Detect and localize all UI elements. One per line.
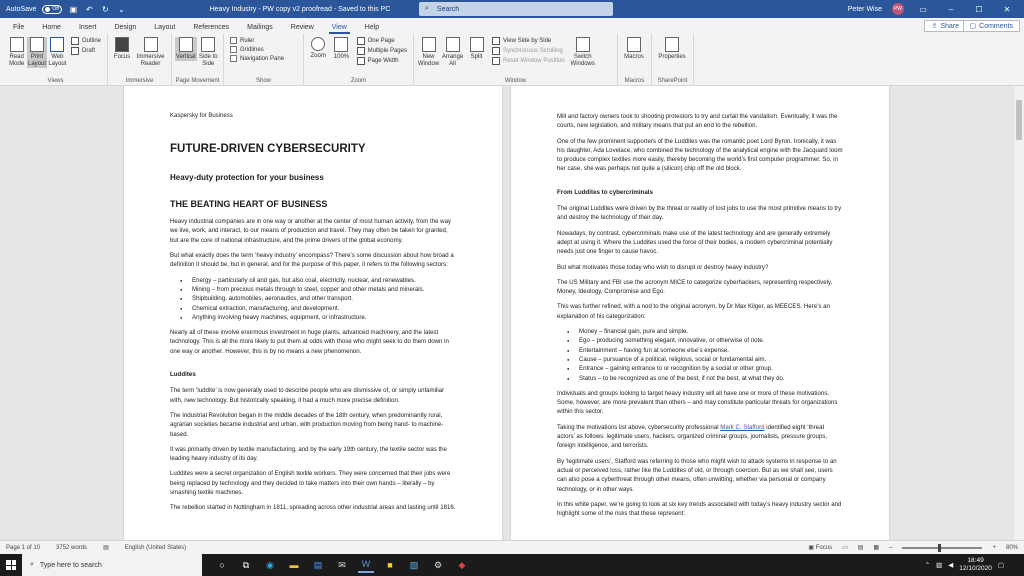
switch-windows-label: Switch Windows (570, 54, 595, 67)
paragraph: Mill and factory owners took to shooting protestors to try and curtail the vandalism. Eventually, it was the courts, new legislation, and military means that put an end to the rebellion. (557, 113, 838, 130)
arrange-all-icon (446, 37, 460, 52)
comment-icon: ▢ (969, 23, 977, 30)
properties-label: Properties (658, 54, 686, 60)
vertical-button[interactable] (175, 37, 197, 61)
sector-list (180, 276, 456, 322)
show-group (224, 34, 304, 86)
document-page-left[interactable] (124, 86, 502, 540)
maximize-icon[interactable]: ☐ (975, 4, 983, 14)
search-icon: ⌕ (425, 5, 429, 12)
paragraph: The term ‘luddite’ is now generally used to describe people who are dismissive of, or simply unfamiliar with, new technology. But historically speaking, it had a much more precise definition. (170, 387, 445, 404)
zoom-slider-knob[interactable] (938, 544, 941, 552)
focus-mode-icon: ▣ (808, 545, 816, 551)
read-mode-button[interactable] (7, 37, 26, 68)
user-name[interactable]: Peter Wise (847, 5, 882, 13)
web-layout-status-icon[interactable]: ▦ (873, 545, 880, 551)
outline-button[interactable] (71, 37, 101, 45)
acrobat-icon[interactable]: ◆ (458, 559, 466, 570)
text-run: Taking the motivations list above, cybersecurity professional (557, 423, 721, 431)
immersive-reader-label: Immersive Reader (136, 54, 165, 67)
print-layout-status-icon[interactable]: ▤ (857, 545, 864, 551)
zoom-label: Zoom (310, 53, 326, 59)
zoom-out-icon[interactable]: – (889, 544, 893, 551)
list-item: ● Anything involving heavy machines, equipment, or infrastructure. (180, 313, 456, 322)
macros-group-label: Macros (624, 78, 645, 84)
views-small-buttons (71, 37, 101, 55)
paragraph: By ‘legitimate users’, Stafford was referring to those who might wish to attack systems in response to an actual or perceived loss, rather like the Luddites of old, or through coercion. But as we shall see, users can also pose a cyberthreat through other means, often unwitting, whether via personal or company technology, or in other ways. (557, 457, 837, 493)
zoom-100-icon (334, 37, 348, 52)
start-button[interactable] (0, 554, 22, 576)
tab-review[interactable]: Review (290, 24, 314, 31)
paragraph: One of the few prominent supporters of the Luddites was the romantic poet Lord Byron. Ironically, it was his daughter, Ada Lovelace, who combined the technology of the analytical engine with the Jacquard loom to produce complex textiles more easily, thereby becoming the world’s first computer programmer. So, in her case, she was perhaps not quite a (silicon) chip off the old block. (557, 137, 843, 173)
list-item: ● Energy – particularly oil and gas, but also coal, electricity, nuclear, and renewables. (180, 276, 456, 285)
stafford-link[interactable]: Mark C. Stafford (720, 423, 765, 431)
list-item: ● Money – financial gain, pure and simple. (567, 327, 843, 336)
paragraph: Heavy industrial companies are in one way or another at the center of most human activity, from the way we live, work, and interact, to our means of production and travel. They may often be taken for granted, but are the core of national infrastructure, and the prime drivers of the global economy. (170, 218, 452, 244)
ribbon (0, 34, 1024, 86)
ribbon-display-options-icon[interactable]: ▭ (919, 4, 927, 14)
macros-group (618, 34, 652, 86)
windows-logo-icon (6, 560, 16, 570)
split-button[interactable] (465, 37, 488, 61)
page-width-button[interactable] (357, 57, 407, 65)
side-to-side-button[interactable] (198, 37, 220, 68)
store-icon[interactable]: ▤ (313, 559, 323, 570)
undo-icon[interactable]: ↶ (86, 4, 93, 14)
views-group-label: Views (47, 78, 64, 84)
toggle-knob (45, 7, 50, 12)
redo-icon[interactable]: ↻ (102, 4, 109, 14)
tab-view[interactable]: View (323, 24, 356, 34)
zoom-in-icon[interactable]: + (992, 544, 996, 551)
sync-scrolling-button[interactable] (492, 47, 565, 55)
customize-toolbar-icon[interactable]: ⌄ (118, 4, 125, 14)
print-layout-button[interactable] (27, 37, 46, 68)
read-mode-label: Read Mode (9, 54, 25, 67)
immersive-group-label: Immersive (125, 78, 154, 84)
one-page-button[interactable] (357, 37, 407, 45)
multiple-pages-label: Multiple Pages (367, 48, 407, 54)
page-left-content (170, 112, 456, 519)
sticky-notes-icon[interactable]: ■ (387, 560, 393, 570)
zoom-slider[interactable] (902, 547, 982, 549)
immersive-group (108, 34, 172, 86)
magnifier-icon (311, 37, 325, 51)
tab-layout[interactable]: Layout (154, 24, 176, 31)
arrange-all-button[interactable] (441, 37, 464, 68)
zoom-group (304, 34, 414, 86)
immersive-reader-icon (144, 37, 158, 52)
list-item: ● Entrance – gaining entrance to or recognition by a social or other group. (567, 364, 843, 373)
notifications-icon[interactable]: ▢ (997, 562, 1004, 569)
new-window-label: New Window (417, 54, 440, 67)
autosave-state: Off (52, 6, 59, 12)
ribbon-tabs (0, 18, 1024, 34)
search-label: Search (436, 5, 460, 13)
cortana-icon[interactable]: ○ (219, 560, 225, 570)
paragraph: The US Military and FBI use the acronym MICE to categorize cyberhackers, representing respectively, Money, Ideology, Compromise and Ego. (557, 278, 833, 296)
document-subtitle: Heavy-duty protection for your business (170, 172, 324, 182)
paragraph (557, 423, 843, 451)
draft-label: Draft (81, 48, 95, 54)
one-page-label: One Page (367, 38, 395, 44)
volume-icon[interactable]: ◀ (948, 562, 954, 569)
navigation-pane-checkbox[interactable] (230, 55, 284, 62)
list-item: ● Shipbuilding, automobiles, aeronautics, and other transport. (180, 294, 456, 303)
window-group-label: Window (504, 78, 527, 84)
taskbar-search-input[interactable] (22, 554, 202, 576)
navigation-pane-label: Navigation Pane (240, 55, 285, 62)
macros-label: Macros (624, 54, 644, 60)
quick-access-toolbar (0, 4, 200, 14)
web-layout-label: Web Layout (48, 54, 67, 67)
clock-date: 12/10/2020 (959, 565, 992, 572)
reset-position-label: Reset Window Position (503, 58, 565, 64)
section-heading: THE BEATING HEART OF BUSINESS (170, 198, 328, 209)
page-count[interactable]: Page 1 of 10 (6, 544, 41, 551)
side-to-side-label: Side to Side (198, 54, 218, 67)
read-mode-status-icon[interactable]: ▭ (842, 545, 848, 551)
tab-help[interactable]: Help (364, 24, 380, 31)
page-width-label: Page Width (367, 58, 399, 64)
read-mode-icon (10, 37, 24, 52)
draft-button[interactable] (71, 47, 101, 55)
focus-mode-label: Focus (815, 545, 833, 551)
web-layout-button[interactable] (48, 37, 67, 68)
clock-time: 18:49 (967, 557, 984, 564)
gridlines-label: Gridlines (240, 46, 264, 53)
page-header: Kaspersky for Business (170, 113, 233, 119)
new-window-icon (422, 37, 436, 52)
focus-mode-button[interactable] (808, 544, 832, 551)
document-title-heading: FUTURE-DRIVEN CYBERSECURITY (170, 143, 366, 156)
view-side-by-side-icon (492, 37, 500, 45)
show-checkboxes (230, 37, 284, 62)
properties-button[interactable] (655, 37, 689, 61)
focus-icon (115, 37, 129, 52)
meeces-list (567, 327, 843, 383)
outline-label: Outline (81, 38, 101, 44)
share-button[interactable] (924, 20, 966, 32)
tab-home[interactable]: Home (42, 24, 61, 31)
paragraph: But what exactly does the term ‘heavy industry’ encompass? There’s some discussion about how broad a definition it should be, but in general, and for the purpose of this paper, it refers to the following sectors: (170, 252, 454, 269)
window-group (414, 34, 618, 86)
paragraph: Nowadays, by contrast, cybercriminals make use of the latest technology and are generally extremely adept at using it. Where the Luddites used the force of their bodies, a modern cybercriminal potentially needs just one finger to cause havoc. (557, 229, 833, 256)
sharepoint-group-label: SharePoint (657, 78, 688, 84)
ruler-checkbox[interactable] (230, 37, 284, 44)
side-to-side-icon (201, 37, 215, 52)
paragraph: Nearly all of these involve enormous investment in huge plants, advanced machinery, and the latest technology. This is all the more likely to put them at odds with those who might seek to do them down in one way or another. However, this is by no means a new phenomenon. (170, 329, 449, 355)
tab-file[interactable]: File (13, 24, 25, 31)
proofing-icon[interactable]: ▤ (103, 545, 109, 551)
focus-label: Focus (113, 54, 131, 60)
focus-button[interactable] (111, 37, 133, 61)
title-bar (0, 0, 1024, 18)
vertical-label: Vertical (175, 54, 196, 60)
minimize-icon[interactable]: – (948, 4, 954, 14)
switch-windows-button[interactable] (568, 37, 598, 68)
mail-icon[interactable]: ✉ (338, 559, 346, 570)
paragraph: Individuals and groups looking to target heavy industry will all have one or more of these motivations. Some, however, are more prevalent than others – and may constitute particular threats for organizations within this sector. (557, 389, 838, 416)
page-right-content (557, 112, 843, 524)
document-title: Heavy Industry - PW copy v2 proofread - Saved to this PC (209, 5, 391, 13)
reset-position-button[interactable] (492, 57, 565, 65)
list-item: ● Ego – producing something elegant, innovative, or otherwise of note. (567, 336, 843, 345)
macros-icon (627, 37, 641, 52)
settings-icon[interactable]: ⚙ (433, 559, 443, 570)
list-item: ● Cause – pursuance of a political, religious, social or fundamental aim. (567, 355, 843, 364)
tab-references[interactable]: References (193, 24, 230, 31)
tab-design[interactable]: Design (114, 24, 137, 31)
navigation-pane-checkbox-box (230, 55, 237, 62)
comments-button[interactable] (963, 20, 1020, 32)
edge-icon[interactable]: ◉ (266, 559, 274, 570)
ruler-label: Ruler (240, 37, 255, 44)
ruler-checkbox-box (230, 37, 237, 44)
tray-overflow-icon[interactable]: ⌃ (924, 562, 931, 569)
subsection-heading: From Luddites to cybercriminals (557, 188, 653, 196)
outline-icon (71, 37, 79, 45)
task-view-icon[interactable]: ⧉ (242, 559, 250, 570)
share-label: Share (940, 22, 959, 30)
print-layout-label: Print Layout (27, 54, 46, 67)
paragraph: The Industrial Revolution began in the middle decades of the 18th century, when predominantly rural, agrarian societies became industrial and urban, with production moving from being hand- to machine-based. (170, 411, 444, 438)
taskbar-search-placeholder: Type here to search (39, 561, 102, 569)
zoom-100-label: 100% (333, 54, 350, 60)
clock[interactable] (959, 557, 992, 573)
web-layout-icon (50, 37, 64, 52)
multiple-pages-button[interactable] (357, 47, 407, 55)
draft-icon (71, 47, 79, 55)
window-small-buttons (492, 37, 565, 65)
comments-label: Comments (979, 22, 1013, 30)
paragraph: In this white paper, we’re going to look at six key trends associated with today’s heavy industry sector and highlight some of the risks that these represent: (557, 500, 842, 518)
status-bar (0, 540, 1024, 554)
share-icon: ⇪ (931, 23, 938, 30)
paragraph: Luddites were a secret organization of English textile workers. They were concerned that their jobs were being replaced by technology and they decided to take matters into their own hands – literally – by smashing textile machines. (170, 470, 451, 497)
arrange-all-label: Arrange All (441, 54, 464, 67)
text-run: identified eight ‘threat actors’ as follows: legitimate users, hackers, organized criminal groups, journalists, pressure groups, foreign intelligence, and terrorists. (557, 423, 828, 450)
show-group-label: Show (255, 78, 271, 84)
page-movement-group (172, 34, 224, 86)
paragraph: It was primarily driven by textile manufacturing, and by the early 19th century, the textile sector was the leading heavy industry of its day. (170, 445, 447, 463)
list-item: ● Status – to be recognized as one of the best, if not the best, at what they do. (567, 374, 843, 383)
print-layout-icon (30, 37, 44, 52)
zoom-small-buttons (357, 37, 407, 65)
split-icon (470, 37, 484, 52)
paragraph: This was further refined, with a nod to the original acronym, by Dr Max Kilger, as MEECES. Here’s an explanation of his categorization: (557, 303, 830, 320)
list-item: ● Mining – from precious metals through to steel, copper and other metals and minerals. (180, 285, 456, 294)
vertical-scrollbar[interactable] (1014, 86, 1024, 540)
new-window-button[interactable] (417, 37, 440, 68)
photos-icon[interactable]: ▧ (409, 559, 419, 570)
multiple-pages-icon (357, 47, 365, 55)
view-side-by-side-button[interactable] (492, 37, 565, 45)
paragraph: The rebellion started in Nottingham in 1811, spreading across other industrial areas and lasting until 1816. (170, 504, 456, 512)
sync-scrolling-icon (492, 47, 500, 55)
sync-scrolling-label: Synchronous Scrolling (503, 48, 563, 54)
reset-position-icon (492, 57, 500, 65)
one-page-icon (357, 37, 365, 45)
zoom-level[interactable]: 80% (1005, 544, 1018, 551)
immersive-reader-button[interactable] (134, 37, 167, 68)
save-icon[interactable]: ▣ (69, 4, 78, 14)
page-movement-group-label: Page Movement (175, 78, 220, 84)
list-item: ● Chemical extraction, manufacturing, and development. (180, 304, 456, 313)
windows-taskbar (0, 554, 1024, 576)
zoom-button[interactable] (307, 37, 329, 60)
close-icon[interactable]: ✕ (1003, 4, 1011, 14)
sharepoint-group (652, 34, 694, 86)
scrollbar-thumb[interactable] (1016, 100, 1022, 140)
language[interactable]: English (United States) (124, 544, 187, 551)
autosave-label: AutoSave (6, 5, 37, 13)
paragraph: But what motivates those today who wish to disrupt or destroy heavy industry? (557, 263, 769, 271)
vertical-icon (179, 37, 193, 52)
gridlines-checkbox[interactable] (230, 46, 284, 53)
properties-icon (665, 37, 679, 52)
document-page-right[interactable] (511, 86, 889, 540)
system-tray (925, 554, 1004, 576)
list-item: ● Entertainment – having fun at someone else’s expense. (567, 346, 843, 355)
zoom-group-label: Zoom (350, 78, 367, 84)
tab-insert[interactable]: Insert (78, 24, 97, 31)
view-side-by-side-label: View Side by Side (503, 38, 552, 44)
page-width-icon (357, 57, 365, 65)
word-count[interactable]: 3752 words (56, 544, 88, 551)
document-workspace (0, 86, 1024, 540)
split-label: Split (470, 54, 483, 60)
network-icon[interactable]: ▥ (936, 562, 943, 569)
paragraph: The original Luddites were driven by the threat or reality of lost jobs to use the most primitive means to try and destroy the technology of their day. (557, 205, 842, 222)
avatar[interactable]: PW (892, 3, 904, 15)
views-group (4, 34, 108, 86)
file-explorer-icon[interactable]: ▬ (289, 560, 299, 570)
status-bar-right (808, 544, 1018, 551)
autosave-toggle[interactable] (42, 5, 62, 14)
gridlines-checkbox-box (230, 46, 237, 53)
search-icon: ⌕ (30, 561, 34, 568)
taskbar-apps (214, 557, 470, 573)
macros-button[interactable] (621, 37, 647, 61)
search-input[interactable] (419, 2, 613, 16)
subsection-heading: Luddites (170, 371, 196, 379)
tab-mailings[interactable]: Mailings (247, 24, 273, 31)
word-icon[interactable]: W (358, 557, 374, 573)
zoom-100-button[interactable] (330, 37, 352, 61)
switch-windows-icon (576, 37, 590, 52)
